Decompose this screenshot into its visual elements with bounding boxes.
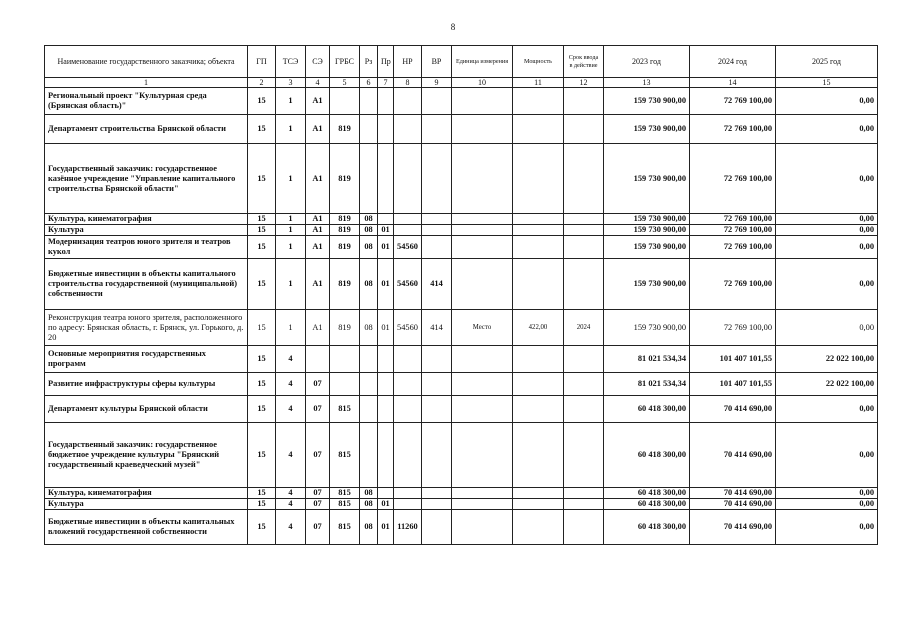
cell-y2023: 159 730 900,00 bbox=[604, 144, 690, 214]
cell-capacity bbox=[513, 346, 564, 373]
column-number: 13 bbox=[604, 78, 690, 88]
cell-y2025: 22 022 100,00 bbox=[776, 373, 878, 396]
cell-vr bbox=[422, 510, 452, 545]
cell-term: 2024 bbox=[564, 310, 604, 346]
cell-y2023: 60 418 300,00 bbox=[604, 499, 690, 510]
cell-y2025: 0,00 bbox=[776, 499, 878, 510]
cell-name: Департамент культуры Брянской области bbox=[45, 396, 248, 423]
cell-capacity bbox=[513, 88, 564, 115]
cell-rz bbox=[360, 88, 378, 115]
header-unit: Единица измерения bbox=[452, 46, 513, 78]
cell-capacity bbox=[513, 144, 564, 214]
cell-se: А1 bbox=[306, 88, 330, 115]
cell-term bbox=[564, 236, 604, 259]
header-vr: ВР bbox=[422, 46, 452, 78]
cell-grbs: 819 bbox=[330, 259, 360, 310]
cell-gp: 15 bbox=[248, 236, 276, 259]
column-number: 6 bbox=[360, 78, 378, 88]
cell-name: Департамент строительства Брянской области bbox=[45, 115, 248, 144]
cell-se: 07 bbox=[306, 510, 330, 545]
cell-grbs: 815 bbox=[330, 499, 360, 510]
cell-vr bbox=[422, 488, 452, 499]
cell-grbs bbox=[330, 88, 360, 115]
cell-y2024: 72 769 100,00 bbox=[690, 88, 776, 115]
cell-term bbox=[564, 214, 604, 225]
cell-name: Реконструкция театра юного зрителя, расположенного по адресу: Брянская область, г. Брянск, ул. Горького, д. 20 bbox=[45, 310, 248, 346]
column-number: 8 bbox=[394, 78, 422, 88]
cell-y2024: 70 414 690,00 bbox=[690, 423, 776, 488]
cell-grbs: 819 bbox=[330, 225, 360, 236]
cell-unit bbox=[452, 225, 513, 236]
cell-vr bbox=[422, 373, 452, 396]
cell-y2023: 81 021 534,34 bbox=[604, 346, 690, 373]
cell-pr: 01 bbox=[378, 225, 394, 236]
cell-gp: 15 bbox=[248, 510, 276, 545]
cell-vr bbox=[422, 236, 452, 259]
header-gp: ГП bbox=[248, 46, 276, 78]
cell-se: 07 bbox=[306, 396, 330, 423]
cell-name: Бюджетные инвестиции в объекты капитального строительства государственной (муниципальной) собственности bbox=[45, 259, 248, 310]
cell-gp: 15 bbox=[248, 396, 276, 423]
cell-rz: 08 bbox=[360, 225, 378, 236]
cell-capacity bbox=[513, 236, 564, 259]
cell-vr bbox=[422, 115, 452, 144]
cell-rz: 08 bbox=[360, 488, 378, 499]
cell-pr bbox=[378, 346, 394, 373]
table-row bbox=[45, 115, 878, 144]
cell-nr: 54560 bbox=[394, 259, 422, 310]
table-row bbox=[45, 396, 878, 423]
cell-rz bbox=[360, 144, 378, 214]
cell-tse: 4 bbox=[276, 423, 306, 488]
cell-y2024: 72 769 100,00 bbox=[690, 310, 776, 346]
cell-unit bbox=[452, 396, 513, 423]
cell-tse: 1 bbox=[276, 144, 306, 214]
cell-unit bbox=[452, 499, 513, 510]
cell-pr bbox=[378, 488, 394, 499]
cell-term bbox=[564, 396, 604, 423]
cell-y2023: 159 730 900,00 bbox=[604, 259, 690, 310]
cell-name: Культура, кинематография bbox=[45, 488, 248, 499]
column-number: 12 bbox=[564, 78, 604, 88]
cell-name: Государственный заказчик: государственное бюджетное учреждение культуры "Брянский государственный краеведческий музей" bbox=[45, 423, 248, 488]
cell-grbs: 819 bbox=[330, 144, 360, 214]
cell-y2025: 0,00 bbox=[776, 396, 878, 423]
header-name: Наименование государственного заказчика; объекта bbox=[45, 46, 248, 78]
cell-tse: 4 bbox=[276, 396, 306, 423]
column-number: 7 bbox=[378, 78, 394, 88]
cell-y2023: 159 730 900,00 bbox=[604, 115, 690, 144]
cell-pr: 01 bbox=[378, 236, 394, 259]
cell-term bbox=[564, 346, 604, 373]
cell-term bbox=[564, 499, 604, 510]
cell-capacity bbox=[513, 423, 564, 488]
cell-rz bbox=[360, 373, 378, 396]
cell-name: Культура bbox=[45, 499, 248, 510]
cell-grbs bbox=[330, 346, 360, 373]
cell-unit bbox=[452, 346, 513, 373]
cell-capacity bbox=[513, 396, 564, 423]
cell-grbs: 815 bbox=[330, 488, 360, 499]
cell-y2024: 70 414 690,00 bbox=[690, 488, 776, 499]
table-row bbox=[45, 225, 878, 236]
cell-vr bbox=[422, 144, 452, 214]
cell-y2025: 0,00 bbox=[776, 423, 878, 488]
cell-capacity: 422,00 bbox=[513, 310, 564, 346]
cell-term bbox=[564, 144, 604, 214]
cell-vr: 414 bbox=[422, 310, 452, 346]
cell-term bbox=[564, 423, 604, 488]
table-row bbox=[45, 259, 878, 310]
cell-vr bbox=[422, 346, 452, 373]
cell-y2025: 22 022 100,00 bbox=[776, 346, 878, 373]
cell-gp: 15 bbox=[248, 225, 276, 236]
cell-rz: 08 bbox=[360, 310, 378, 346]
cell-y2025: 0,00 bbox=[776, 488, 878, 499]
cell-y2025: 0,00 bbox=[776, 214, 878, 225]
cell-pr bbox=[378, 144, 394, 214]
cell-rz bbox=[360, 423, 378, 488]
cell-nr bbox=[394, 396, 422, 423]
cell-gp: 15 bbox=[248, 214, 276, 225]
cell-grbs: 815 bbox=[330, 396, 360, 423]
cell-name: Бюджетные инвестиции в объекты капитальных вложений государственной собственности bbox=[45, 510, 248, 545]
header-grbs: ГРБС bbox=[330, 46, 360, 78]
column-number: 15 bbox=[776, 78, 878, 88]
cell-grbs bbox=[330, 373, 360, 396]
cell-nr bbox=[394, 214, 422, 225]
cell-name: Региональный проект "Культурная среда (Брянская область)" bbox=[45, 88, 248, 115]
cell-y2025: 0,00 bbox=[776, 259, 878, 310]
cell-name: Культура bbox=[45, 225, 248, 236]
column-number: 3 bbox=[276, 78, 306, 88]
cell-term bbox=[564, 225, 604, 236]
cell-term bbox=[564, 510, 604, 545]
cell-tse: 1 bbox=[276, 259, 306, 310]
cell-nr bbox=[394, 373, 422, 396]
table-row bbox=[45, 236, 878, 259]
cell-capacity bbox=[513, 115, 564, 144]
cell-capacity bbox=[513, 259, 564, 310]
cell-y2025: 0,00 bbox=[776, 225, 878, 236]
cell-se: 07 bbox=[306, 499, 330, 510]
cell-pr: 01 bbox=[378, 310, 394, 346]
table-row bbox=[45, 373, 878, 396]
cell-nr bbox=[394, 115, 422, 144]
cell-capacity bbox=[513, 225, 564, 236]
cell-nr bbox=[394, 346, 422, 373]
cell-y2023: 159 730 900,00 bbox=[604, 310, 690, 346]
cell-name: Государственный заказчик: государственное казённое учреждение "Управление капитального строительства Брянской области" bbox=[45, 144, 248, 214]
column-number: 1 bbox=[45, 78, 248, 88]
header-pr: Пр bbox=[378, 46, 394, 78]
cell-tse: 1 bbox=[276, 310, 306, 346]
cell-unit bbox=[452, 236, 513, 259]
cell-y2025: 0,00 bbox=[776, 510, 878, 545]
cell-gp: 15 bbox=[248, 488, 276, 499]
cell-se: А1 bbox=[306, 115, 330, 144]
cell-gp: 15 bbox=[248, 373, 276, 396]
cell-y2023: 81 021 534,34 bbox=[604, 373, 690, 396]
cell-pr bbox=[378, 373, 394, 396]
cell-grbs: 819 bbox=[330, 115, 360, 144]
cell-tse: 4 bbox=[276, 346, 306, 373]
cell-y2023: 159 730 900,00 bbox=[604, 225, 690, 236]
cell-tse: 4 bbox=[276, 373, 306, 396]
cell-vr: 414 bbox=[422, 259, 452, 310]
cell-y2023: 60 418 300,00 bbox=[604, 488, 690, 499]
cell-term bbox=[564, 373, 604, 396]
cell-tse: 1 bbox=[276, 88, 306, 115]
cell-nr bbox=[394, 88, 422, 115]
header-2025: 2025 год bbox=[776, 46, 878, 78]
cell-unit: Место bbox=[452, 310, 513, 346]
table-row bbox=[45, 488, 878, 499]
cell-vr bbox=[422, 214, 452, 225]
cell-rz bbox=[360, 396, 378, 423]
cell-tse: 1 bbox=[276, 225, 306, 236]
cell-term bbox=[564, 259, 604, 310]
cell-name: Культура, кинематография bbox=[45, 214, 248, 225]
cell-rz: 08 bbox=[360, 214, 378, 225]
cell-gp: 15 bbox=[248, 259, 276, 310]
cell-se bbox=[306, 346, 330, 373]
cell-pr bbox=[378, 115, 394, 144]
cell-gp: 15 bbox=[248, 88, 276, 115]
cell-unit bbox=[452, 488, 513, 499]
cell-unit bbox=[452, 214, 513, 225]
cell-term bbox=[564, 88, 604, 115]
cell-nr: 54560 bbox=[394, 310, 422, 346]
cell-term bbox=[564, 488, 604, 499]
cell-rz: 08 bbox=[360, 259, 378, 310]
cell-vr bbox=[422, 423, 452, 488]
cell-nr bbox=[394, 423, 422, 488]
table-row bbox=[45, 310, 878, 346]
cell-capacity bbox=[513, 214, 564, 225]
cell-y2024: 72 769 100,00 bbox=[690, 236, 776, 259]
cell-y2024: 70 414 690,00 bbox=[690, 510, 776, 545]
column-number: 14 bbox=[690, 78, 776, 88]
cell-grbs: 819 bbox=[330, 310, 360, 346]
cell-se: 07 bbox=[306, 488, 330, 499]
cell-y2024: 72 769 100,00 bbox=[690, 144, 776, 214]
header-2024: 2024 год bbox=[690, 46, 776, 78]
cell-pr bbox=[378, 396, 394, 423]
cell-gp: 15 bbox=[248, 346, 276, 373]
cell-se: А1 bbox=[306, 310, 330, 346]
cell-pr bbox=[378, 423, 394, 488]
cell-grbs: 815 bbox=[330, 423, 360, 488]
table-row bbox=[45, 423, 878, 488]
cell-pr: 01 bbox=[378, 499, 394, 510]
cell-nr: 54560 bbox=[394, 236, 422, 259]
cell-y2024: 72 769 100,00 bbox=[690, 115, 776, 144]
cell-name: Модернизация театров юного зрителя и театров кукол bbox=[45, 236, 248, 259]
column-number: 2 bbox=[248, 78, 276, 88]
cell-y2023: 159 730 900,00 bbox=[604, 214, 690, 225]
column-number: 4 bbox=[306, 78, 330, 88]
cell-y2025: 0,00 bbox=[776, 236, 878, 259]
cell-nr: 11260 bbox=[394, 510, 422, 545]
cell-tse: 1 bbox=[276, 236, 306, 259]
cell-nr bbox=[394, 499, 422, 510]
cell-tse: 4 bbox=[276, 488, 306, 499]
table-row bbox=[45, 88, 878, 115]
header-rz: Рз bbox=[360, 46, 378, 78]
cell-vr bbox=[422, 88, 452, 115]
cell-capacity bbox=[513, 373, 564, 396]
cell-y2024: 72 769 100,00 bbox=[690, 259, 776, 310]
cell-rz: 08 bbox=[360, 236, 378, 259]
header-2023: 2023 год bbox=[604, 46, 690, 78]
cell-unit bbox=[452, 115, 513, 144]
cell-y2025: 0,00 bbox=[776, 115, 878, 144]
cell-y2025: 0,00 bbox=[776, 88, 878, 115]
cell-y2024: 101 407 101,55 bbox=[690, 346, 776, 373]
cell-vr bbox=[422, 499, 452, 510]
column-number-row bbox=[45, 78, 878, 88]
cell-name: Основные мероприятия государственных программ bbox=[45, 346, 248, 373]
cell-rz: 08 bbox=[360, 510, 378, 545]
cell-tse: 4 bbox=[276, 510, 306, 545]
cell-rz bbox=[360, 346, 378, 373]
header-capacity: Мощность bbox=[513, 46, 564, 78]
cell-name: Развитие инфраструктуры сферы культуры bbox=[45, 373, 248, 396]
cell-capacity bbox=[513, 510, 564, 545]
cell-pr: 01 bbox=[378, 510, 394, 545]
cell-se: А1 bbox=[306, 144, 330, 214]
cell-gp: 15 bbox=[248, 115, 276, 144]
header-term: Срок ввода в действие bbox=[564, 46, 604, 78]
cell-tse: 1 bbox=[276, 115, 306, 144]
cell-y2024: 101 407 101,55 bbox=[690, 373, 776, 396]
header-se: СЭ bbox=[306, 46, 330, 78]
cell-y2024: 72 769 100,00 bbox=[690, 214, 776, 225]
header-row bbox=[45, 46, 878, 78]
page-number: 8 bbox=[450, 22, 456, 32]
cell-tse: 1 bbox=[276, 214, 306, 225]
cell-unit bbox=[452, 510, 513, 545]
column-number: 5 bbox=[330, 78, 360, 88]
cell-pr bbox=[378, 88, 394, 115]
cell-se: 07 bbox=[306, 373, 330, 396]
cell-y2023: 60 418 300,00 bbox=[604, 396, 690, 423]
column-number: 11 bbox=[513, 78, 564, 88]
cell-y2023: 60 418 300,00 bbox=[604, 510, 690, 545]
table-row bbox=[45, 346, 878, 373]
cell-gp: 15 bbox=[248, 423, 276, 488]
cell-y2023: 159 730 900,00 bbox=[604, 236, 690, 259]
cell-y2024: 70 414 690,00 bbox=[690, 499, 776, 510]
budget-table bbox=[44, 45, 878, 545]
table-row bbox=[45, 214, 878, 225]
cell-gp: 15 bbox=[248, 144, 276, 214]
cell-se: А1 bbox=[306, 214, 330, 225]
cell-se: А1 bbox=[306, 236, 330, 259]
cell-grbs: 819 bbox=[330, 214, 360, 225]
cell-rz bbox=[360, 115, 378, 144]
cell-vr bbox=[422, 396, 452, 423]
cell-unit bbox=[452, 144, 513, 214]
cell-y2024: 70 414 690,00 bbox=[690, 396, 776, 423]
cell-gp: 15 bbox=[248, 310, 276, 346]
cell-se: А1 bbox=[306, 225, 330, 236]
cell-rz: 08 bbox=[360, 499, 378, 510]
cell-grbs: 819 bbox=[330, 236, 360, 259]
cell-y2023: 159 730 900,00 bbox=[604, 88, 690, 115]
cell-nr bbox=[394, 225, 422, 236]
cell-term bbox=[564, 115, 604, 144]
cell-vr bbox=[422, 225, 452, 236]
header-nr: НР bbox=[394, 46, 422, 78]
cell-y2024: 72 769 100,00 bbox=[690, 225, 776, 236]
cell-tse: 4 bbox=[276, 499, 306, 510]
table-row bbox=[45, 144, 878, 214]
column-number: 10 bbox=[452, 78, 513, 88]
cell-se: 07 bbox=[306, 423, 330, 488]
table-row bbox=[45, 499, 878, 510]
cell-grbs: 815 bbox=[330, 510, 360, 545]
cell-y2025: 0,00 bbox=[776, 310, 878, 346]
cell-unit bbox=[452, 423, 513, 488]
cell-capacity bbox=[513, 488, 564, 499]
cell-unit bbox=[452, 259, 513, 310]
cell-y2023: 60 418 300,00 bbox=[604, 423, 690, 488]
cell-nr bbox=[394, 488, 422, 499]
cell-y2025: 0,00 bbox=[776, 144, 878, 214]
cell-gp: 15 bbox=[248, 499, 276, 510]
cell-pr bbox=[378, 214, 394, 225]
cell-pr: 01 bbox=[378, 259, 394, 310]
cell-nr bbox=[394, 144, 422, 214]
cell-unit bbox=[452, 88, 513, 115]
column-number: 9 bbox=[422, 78, 452, 88]
cell-se: А1 bbox=[306, 259, 330, 310]
cell-capacity bbox=[513, 499, 564, 510]
table-row bbox=[45, 510, 878, 545]
header-tse: ТСЭ bbox=[276, 46, 306, 78]
cell-unit bbox=[452, 373, 513, 396]
